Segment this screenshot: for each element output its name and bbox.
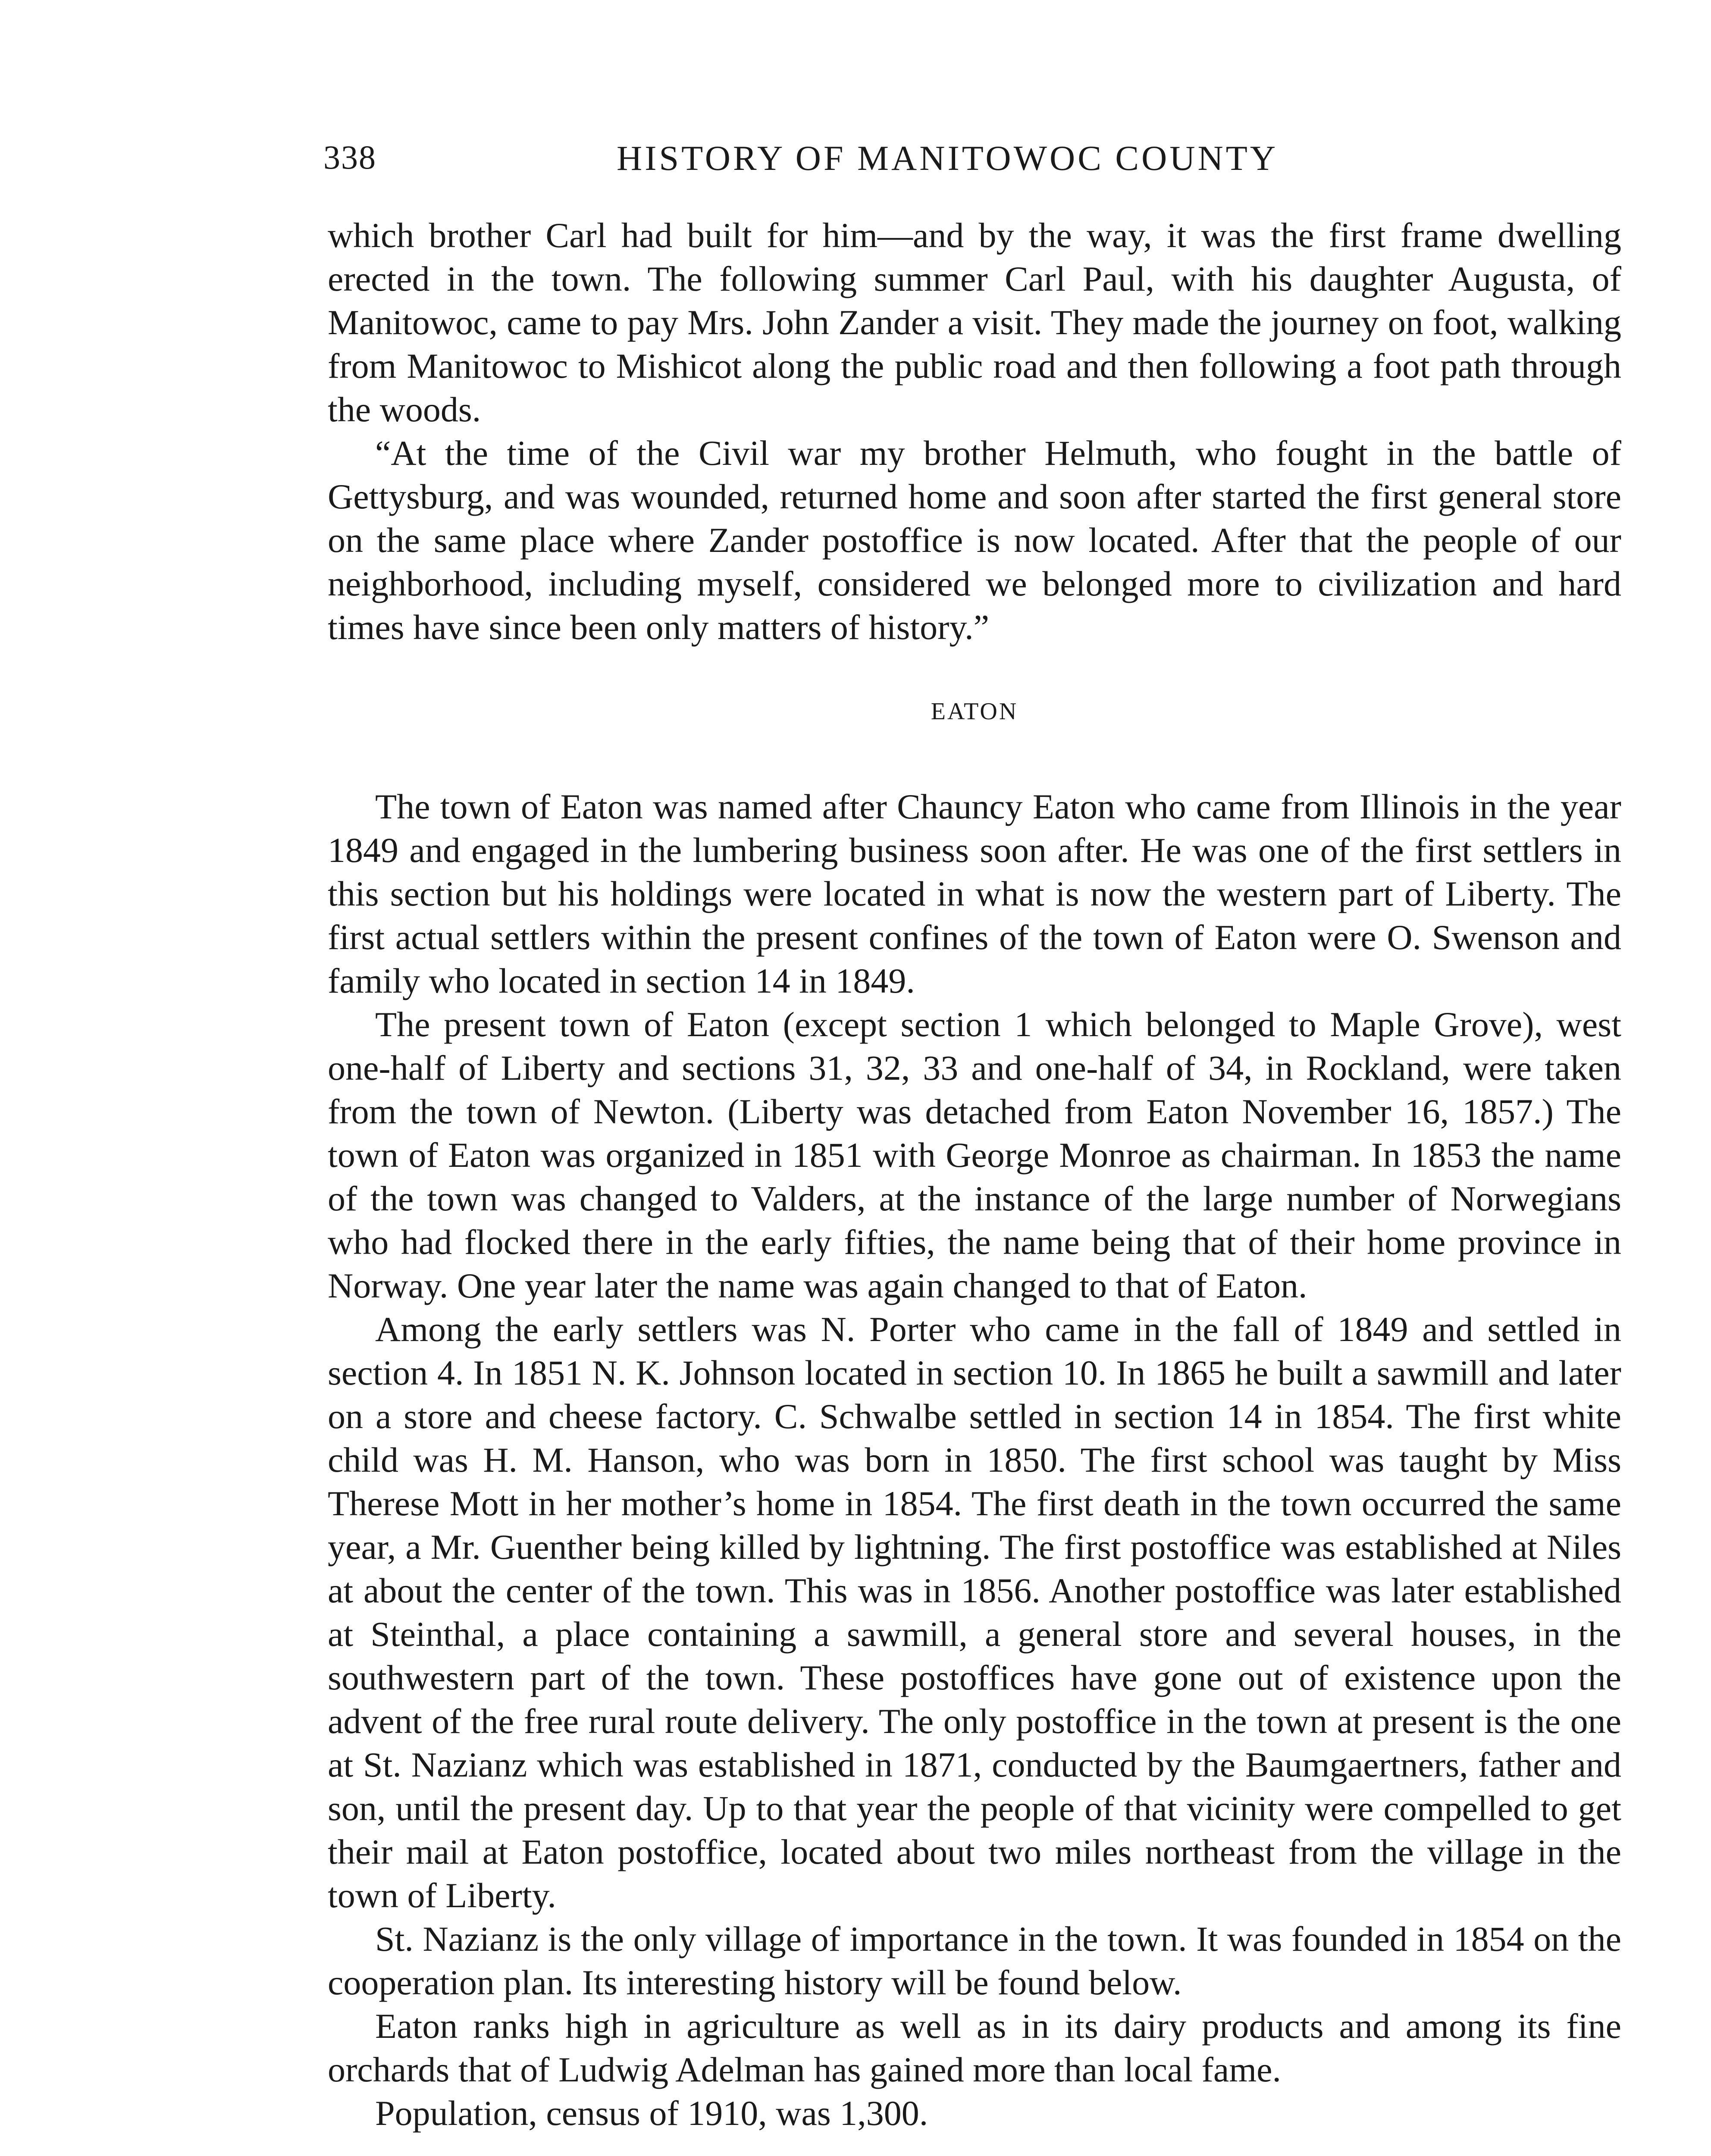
page-number: 338	[323, 138, 376, 176]
paragraph-continued: which brother Carl had built for him—and by the way, it was the first frame dwelling erected in the town. The following summer Carl Paul, with his daughter Augusta, of Manitowoc, came to pay Mrs. John Zander a visit. They made the journey on foot, walking from Manitowoc to Mishicot along the public road and then following a foot path through the woods.	[328, 216, 1621, 429]
paragraph-eaton-early-settlers: Among the early settlers was N. Porter who came in the fall of 1849 and settled in section 4. In 1851 N. K. Johnson located in section 10. In 1865 he built a sawmill and later on a store and cheese factory. C. Schwalbe settled in section 14 in 1854. The first white child was H. M. Hanson, who was born in 1850. The first school was taught by Miss Therese Mott in her mother’s home in 1854. The first death in the town occurred the same year, a Mr. Guenther being killed by lightning. The first postoffice was established at Niles at about the center of the town. This was in 1856. Another postoffice was later established at Steinthal, a place containing a sawmill, a general store and several houses, in the southwestern part of the town. These postoffices have gone out of existence upon the advent of the free rural route delivery. The only postoffice in the town at present is the one at St. Nazianz which was established in 1871, conducted by the Baumgaertners, father and son, until the present day. Up to that year the people of that vicinity were compelled to get their mail at Eaton postoffice, located about two miles northeast from the village in the town of Liberty.	[328, 1310, 1621, 1915]
paragraph-eaton-naming: The town of Eaton was named after Chauncy Eaton who came from Illinois in the year 1849 and engaged in the lumbering business soon after. He was one of the first settlers in this section but his holdings were located in what is now the western part of Liberty. The first actual settlers within the present confines of the town of Eaton were O. Swenson and family who located in section 14 in 1849.	[328, 787, 1621, 1000]
paragraph-eaton-organization: The present town of Eaton (except section 1 which belonged to Maple Grove), west one-half of Liberty and sections 31, 32, 33 and one-half of 34, in Rockland, were taken from the town of Newton. (Liberty was detached from Eaton November 16, 1857.) The town of Eaton was organized in 1851 with George Monroe as chairman. In 1853 the name of the town was changed to Valders, at the instance of the large number of Norwegians who had flocked there in the early fifties, the name being that of their home province in Norway. One year later the name was again changed to that of Eaton.	[328, 1005, 1621, 1305]
paragraph-agriculture: Eaton ranks high in agriculture as well as in its dairy products and among its fine orchards that of Ludwig Adelman has gained more than local fame.	[328, 2006, 1621, 2089]
running-head	[323, 138, 1617, 185]
body-text	[328, 213, 1621, 2135]
paragraph-population: Population, census of 1910, was 1,300.	[375, 2093, 928, 2133]
paragraph-quote: “At the time of the Civil war my brother Helmuth, who fought in the battle of Gettysburg, and was wounded, returned home and soon after started the first general store on the same place where Zander postoffice is now located. After that the people of our neighborhood, including myself, considered we belonged more to civilization and hard times have since been only matters of history.”	[328, 433, 1621, 647]
paragraph-st-nazianz: St. Nazianz is the only village of importance in the town. It was founded in 1854 on the cooperation plan. Its interesting history will be found below.	[328, 1919, 1621, 2002]
section-heading-eaton: EATON	[931, 698, 1018, 725]
book-title: HISTORY OF MANITOWOC COUNTY	[617, 138, 1279, 178]
